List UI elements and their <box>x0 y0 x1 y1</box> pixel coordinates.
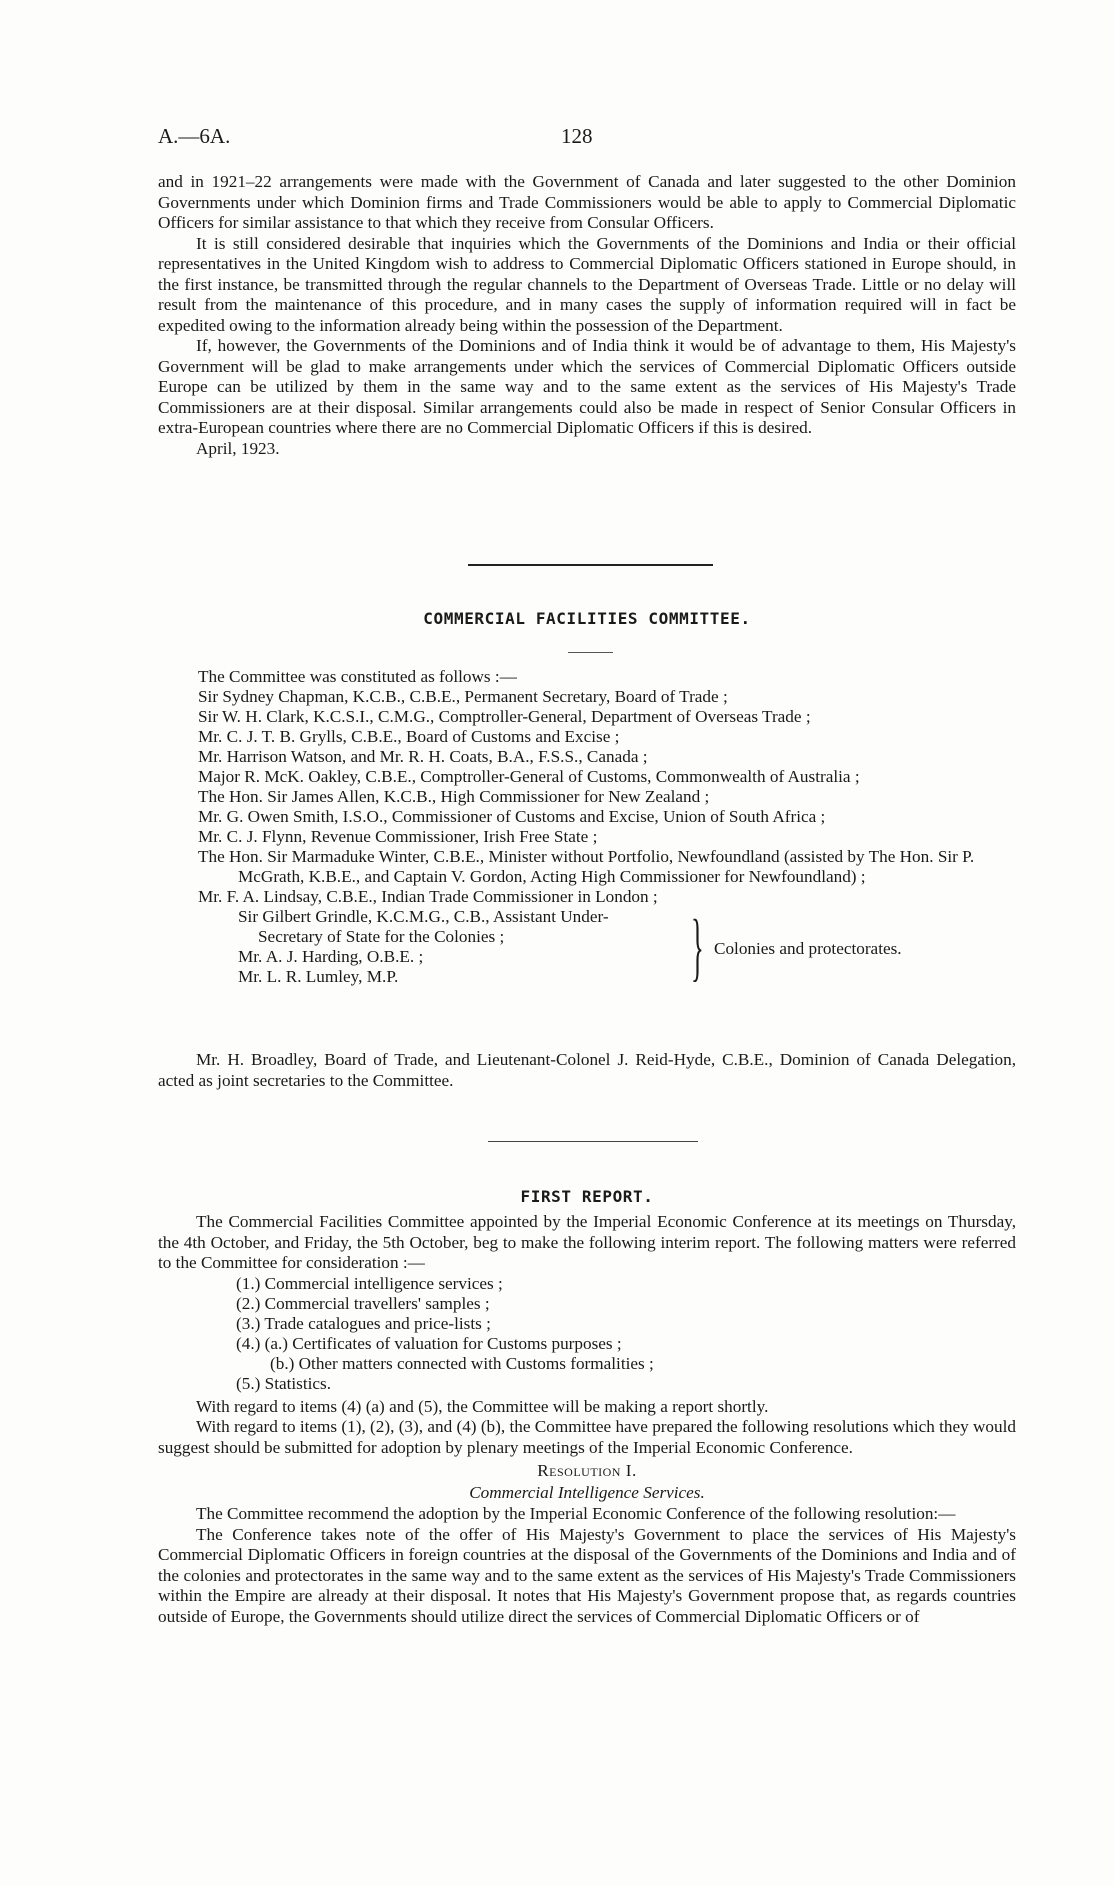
member-entry: The Hon. Sir James Allen, K.C.B., High Commissioner for New Zealand ; <box>198 787 710 806</box>
intro-paragraph: It is still considered desirable that inquiries which the Governments of the Dominions and India or their official representatives in the United Kingdom wish to address to Commercial Diplomatic Officers stationed in Europe should, in the first instance, be transmitted through the regular channels to the Department of Overseas Trade. Little or no delay will result from the maintenance of this procedure, and in many cases the supply of information required will in fact be expedited owing to the information already being within the possession of the Department. <box>158 233 1016 335</box>
secretaries-paragraph: Mr. H. Broadley, Board of Trade, and Lieutenant-Colonel J. Reid-Hyde, C.B.E., Dominion of Canada Delegation, acted as joint secretaries to the Committee. <box>158 1050 1016 1090</box>
member-entry: Mr. F. A. Lindsay, C.B.E., Indian Trade Commissioner in London ; <box>198 887 658 906</box>
member-entry: Mr. Harrison Watson, and Mr. R. H. Coats, B.A., F.S.S., Canada ; <box>198 747 648 766</box>
committee-members <box>158 667 1016 991</box>
regard-paragraph: With regard to items (1), (2), (3), and (4) (b), the Committee have prepared the following resolutions which they would suggest should be submitted for adoption by plenary meetings of the Imperial Economic Conference. <box>158 1417 1016 1457</box>
first-report-title: FIRST REPORT. <box>520 1187 654 1206</box>
resolution-heading: Resolution I. <box>537 1461 637 1480</box>
colonies-member: Mr. A. J. Harding, O.B.E. ; <box>238 947 424 966</box>
member-entry: Sir Sydney Chapman, K.C.B., C.B.E., Permanent Secretary, Board of Trade ; <box>198 687 728 706</box>
resolution-intro: The Committee recommend the adoption by the Imperial Economic Conference of the following resolution:— <box>196 1504 956 1523</box>
member-entry: Mr. G. Owen Smith, I.S.O., Commissioner of Customs and Excise, Union of South Africa ; <box>198 807 826 826</box>
page-number: 128 <box>561 124 593 148</box>
member-entry: Mr. C. J. Flynn, Revenue Commissioner, Irish Free State ; <box>198 827 598 846</box>
report-intro: The Commercial Facilities Committee appointed by the Imperial Economic Conference at its meetings on Thursday, the 4th October, and Friday, the 5th October, beg to make the following interim report. The following matters were referred to the Committee for consideration :— <box>158 1212 1016 1272</box>
resolution-subheading: Commercial Intelligence Services. <box>469 1483 705 1502</box>
date-line: April, 1923. <box>196 438 280 458</box>
secretaries-block <box>158 1050 1016 1091</box>
colonies-member: Secretary of State for the Colonies ; <box>258 927 505 946</box>
section-divider <box>488 1141 698 1142</box>
referred-item: (5.) Statistics. <box>236 1373 332 1393</box>
member-entry: Major R. McK. Oakley, C.B.E., Comptroller-General of Customs, Commonwealth of Australia ; <box>198 767 860 786</box>
referred-item: (1.) Commercial intelligence services ; <box>236 1273 503 1293</box>
member-entry: Mr. C. J. T. B. Grylls, C.B.E., Board of Customs and Excise ; <box>198 727 620 746</box>
intro-paragraph: If, however, the Governments of the Dominions and of India think it would be of advantage to them, His Majesty's Government will be glad to make arrangements under which the services of Commercial Diplomatic Officers outside Europe can be utilized by them in the same way and to the same extent as the services of His Majesty's Trade Commissioners are at their disposal. Similar arrangements could also be made in respect of Senior Consular Officers in extra-European countries where there are no Commercial Diplomatic Officers if this is desired. <box>158 336 1016 437</box>
colonies-member: Sir Gilbert Grindle, K.C.M.G., C.B., Assistant Under- <box>238 907 609 926</box>
colonies-member: Mr. L. R. Lumley, M.P. <box>238 967 399 986</box>
resolution-text: The Conference takes note of the offer of His Majesty's Government to place the services of His Majesty's Commercial Diplomatic Officers in foreign countries at the disposal of the Governments of the Dominions and India and of the colonies and protectorates in the same way and to the same extent as the services of His Majesty's Trade Commissioners within the Empire are already at their disposal. It notes that His Majesty's Government propose that, as regards countries outside of Europe, the Governments should utilize direct the services of Commercial Diplomatic Officers or of <box>158 1524 1016 1626</box>
intro-text <box>158 172 1016 459</box>
referred-item: (3.) Trade catalogues and price-lists ; <box>236 1313 491 1333</box>
regard-paragraph: With regard to items (4) (a) and (5), the Committee will be making a report shortly. <box>196 1396 769 1416</box>
colonies-group <box>158 907 1016 991</box>
referred-item: (4.) (a.) Certificates of valuation for Customs purposes ; <box>236 1333 622 1353</box>
intro-paragraph: and in 1921–22 arrangements were made with the Government of Canada and later suggested to the other Dominion Governments under which Dominion firms and Trade Commissioners would be able to apply to Commercial Diplomatic Officers for similar assistance to that which they receive from Consular Officers. <box>158 172 1016 232</box>
colonies-label: Colonies and protectorates. <box>714 939 902 958</box>
member-entry: The Hon. Sir Marmaduke Winter, C.B.E., Minister without Portfolio, Newfoundland (assisted by The Hon. Sir P. McGrath, K.B.E., and Captain V. Gordon, Acting High Commissioner for Newfoundland) ; <box>198 847 975 886</box>
committee-title: COMMERCIAL FACILITIES COMMITTEE. <box>423 609 751 628</box>
section-code: A.—6A. <box>158 124 231 148</box>
title-underline <box>568 652 613 653</box>
first-report-body <box>158 1212 1016 1627</box>
member-entry: Sir W. H. Clark, K.C.S.I., C.M.G., Comptroller-General, Department of Overseas Trade ; <box>198 707 811 726</box>
brace-glyph: } <box>691 905 704 989</box>
committee-intro: The Committee was constituted as follows :— <box>198 667 517 686</box>
section-divider <box>468 564 713 566</box>
referred-item: (b.) Other matters connected with Customs formalities ; <box>270 1353 654 1373</box>
referred-item: (2.) Commercial travellers' samples ; <box>236 1293 490 1313</box>
